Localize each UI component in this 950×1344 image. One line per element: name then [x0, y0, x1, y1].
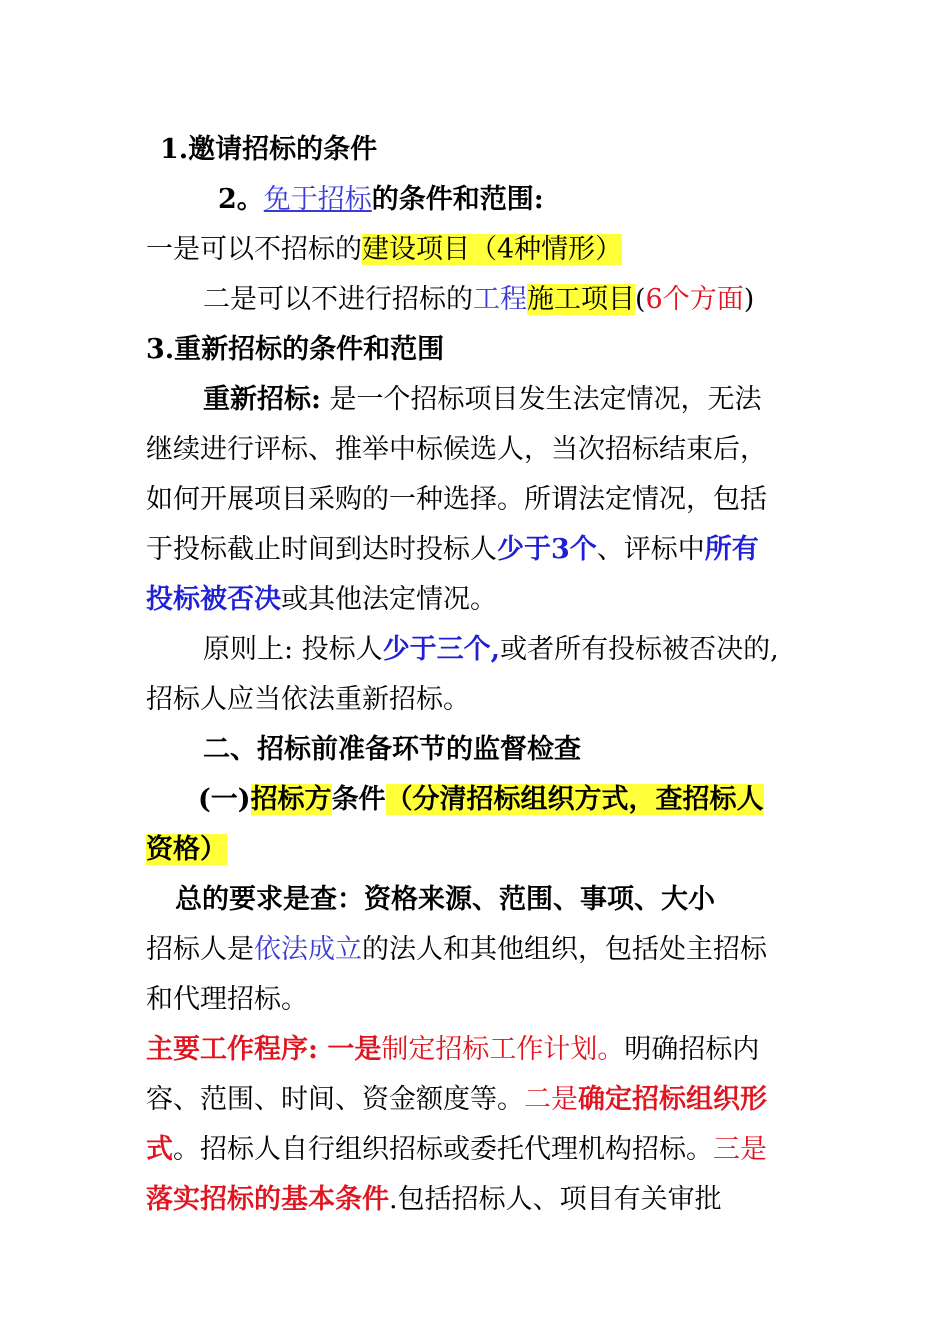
text: 如何开展项目采购的一种选择。所谓法定情况，包括 [146, 484, 767, 515]
text: 原则上: 投标人 [203, 634, 383, 665]
highlighted-text: 施工项目 [527, 284, 635, 315]
text: ) [743, 284, 755, 315]
text: 容、范围、时间、资金额度等。 [146, 1084, 524, 1115]
blue-text: 所有 [704, 534, 759, 565]
paragraph-line [146, 1180, 722, 1220]
text: 条件 [331, 784, 386, 815]
paragraph-line [203, 630, 779, 670]
paragraph-line [146, 430, 767, 470]
text: 的条件和范围: [371, 184, 544, 215]
text: 明确招标内 [624, 1034, 760, 1065]
paragraph-line [146, 980, 308, 1020]
text: 总的要求是查：资格来源、范围、事项、大小 [175, 884, 715, 915]
paragraph-line [203, 380, 762, 420]
exemption-link-text: 免于招标 [263, 184, 372, 215]
text: 继续进行评标、推举中标候选人，当次招标结束后， [146, 434, 767, 465]
text: 二是可以不进行招标的 [203, 284, 473, 315]
highlighted-text: 建设项目（4种情形） [362, 234, 623, 265]
text: 是一个招标项目发生法定情况，无法 [320, 384, 762, 415]
red-text: 三是 [713, 1134, 767, 1165]
highlighted-text: 招标方 [250, 784, 332, 815]
term-label: 重新招标: [203, 384, 321, 415]
heading-invitation-conditions [160, 130, 377, 170]
paragraph-line [146, 930, 767, 970]
paragraph-line [146, 580, 497, 620]
heading-exemption-conditions [218, 180, 544, 220]
paragraph-line [146, 680, 470, 720]
blue-text: 少于三个, [382, 634, 501, 665]
paragraph-line [146, 480, 767, 520]
blue-text: 少于3个 [497, 534, 597, 565]
text: 3.重新招标的条件和范围 [146, 334, 445, 365]
text: 、评标中 [596, 534, 705, 565]
red-text: 落实招标的基本条件 [146, 1184, 389, 1215]
text: 1.邀请招标的条件 [160, 134, 378, 165]
text: 和代理招标。 [146, 984, 308, 1015]
text: 招标人是 [146, 934, 254, 965]
text: ( [635, 284, 646, 315]
highlighted-text: （分清招标组织方式，查招标人 [385, 784, 764, 815]
text: .包括招标人、项目有关审批 [389, 1184, 722, 1215]
red-text: 二是 [524, 1084, 578, 1115]
text: 二、招标前准备环节的监督检查 [203, 734, 581, 765]
heading-preparation-supervision [203, 730, 581, 770]
heading-rebid-conditions [146, 330, 444, 370]
paragraph-line [146, 530, 759, 570]
paragraph-line [146, 1080, 767, 1120]
blue-text: 工程 [473, 284, 527, 315]
blue-text: 投标被否决 [146, 584, 281, 615]
red-text: 确定招标组织形 [578, 1084, 767, 1115]
paragraph-line [146, 230, 622, 270]
text: 一是可以不招标的 [146, 234, 362, 265]
paragraph-line [146, 1130, 767, 1170]
paragraph-line [203, 280, 754, 320]
text: 的法人和其他组织，包括处主招标 [362, 934, 767, 965]
highlighted-text: 资格） [146, 834, 227, 865]
text: 2。 [218, 184, 264, 215]
text: 于投标截止时间到达时投标人 [146, 534, 497, 565]
paragraph-line [146, 1030, 759, 1070]
text: 招标人应当依法重新招标。 [146, 684, 470, 715]
text: 。招标人自行组织招标或委托代理机构招标。 [173, 1134, 713, 1165]
red-text: 主要工作程序: 一是 [146, 1034, 382, 1065]
red-text: 6个方面 [645, 284, 744, 315]
paragraph-line [146, 830, 227, 870]
text: 或者所有投标被否决的, [500, 634, 779, 665]
subheading-tenderer-conditions [198, 780, 764, 820]
blue-text: 依法成立 [254, 934, 362, 965]
red-text: 式 [146, 1134, 173, 1165]
text: (一) [198, 784, 251, 815]
text: 或其他法定情况。 [281, 584, 497, 615]
general-requirement-line [175, 880, 715, 920]
red-text: 制定招标工作计划。 [381, 1034, 625, 1065]
